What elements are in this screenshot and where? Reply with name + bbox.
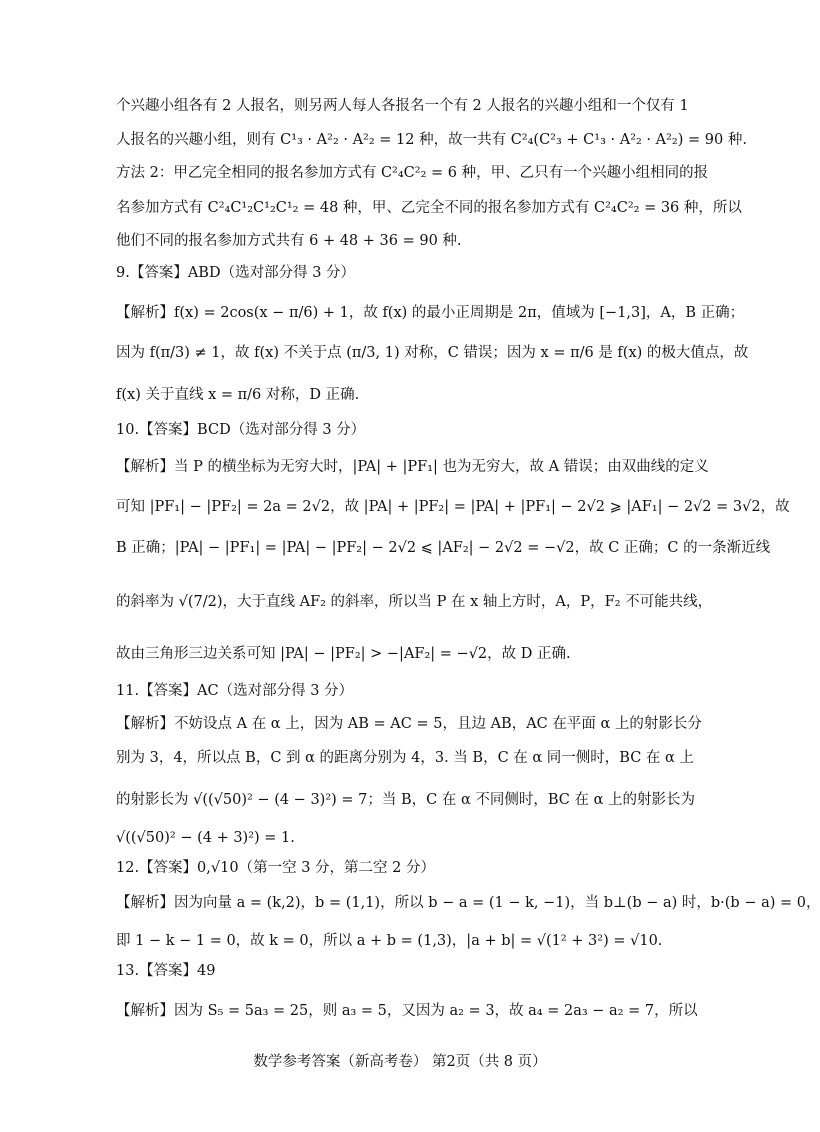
text-line: 【解析】因为 S₅ = 5a₃ = 25，则 a₃ = 5，又因为 a₂ = 3，故 a₄ = 2a₃ − a₂ = 7，所以: [116, 1003, 698, 1019]
text-line: B 正确；|PA| − |PF₁| = |PA| − |PF₂| − 2√2 ⩽ |AF₂| − 2√2 = −√2，故 C 正确；C 的一条渐近线: [116, 540, 771, 556]
text-line: 因为 f(π/3) ≠ 1，故 f(x) 不关于点 (π/3, 1) 对称，C 错误；因为 x = π/6 是 f(x) 的极大值点，故: [116, 345, 749, 361]
text-line: 别为 3，4，所以点 B，C 到 α 的距离分别为 4，3. 当 B，C 在 α 同一侧时，BC 在 α 上: [116, 750, 694, 766]
answer-heading: 12.【答案】0,√10（第一空 3 分，第二空 2 分）: [116, 860, 435, 876]
text-line: 【解析】当 P 的横坐标为无穷大时，|PA| + |PF₁| 也为无穷大，故 A 错误；由双曲线的定义: [116, 459, 709, 475]
text-line: 个兴趣小组各有 2 人报名，则另两人每人各报名一个有 2 人报名的兴趣小组和一个仅有 1: [116, 98, 689, 114]
text-line: 可知 |PF₁| − |PF₂| = 2a = 2√2，故 |PA| + |PF₂| = |PA| + |PF₁| − 2√2 ⩾ |AF₁| − 2√2 = 3√2，故: [116, 499, 790, 515]
text-line: 【解析】f(x) = 2cos(x − π/6) + 1，故 f(x) 的最小正周期是 2π，值域为 [−1,3]，A，B 正确；: [116, 305, 745, 321]
text-line: 人报名的兴趣小组，则有 C¹₃ · A²₂ · A²₂ = 12 种，故一共有 C²₄(C²₃ + C¹₃ · A²₂ · A²₂) = 90 种.: [116, 132, 747, 148]
text-line: 方法 2：甲乙完全相同的报名参加方式有 C²₄C²₂ = 6 种，甲、乙只有一个兴趣小组相同的报: [116, 165, 709, 181]
text-line: 【解析】不妨设点 A 在 α 上，因为 AB = AC = 5，且边 AB，AC 在平面 α 上的射影长分: [116, 716, 702, 732]
text-line: 他们不同的报名参加方式共有 6 + 48 + 36 = 90 种.: [116, 233, 462, 249]
text-line: √((√50)² − (4 + 3)²) = 1.: [116, 830, 295, 846]
text-line: 故由三角形三边关系可知 |PA| − |PF₂| > −|AF₂| = −√2，故 D 正确.: [116, 646, 571, 662]
answer-heading: 10.【答案】BCD（选对部分得 3 分）: [116, 422, 366, 438]
answer-heading: 13.【答案】49: [116, 963, 216, 979]
page-footer: 数学参考答案（新高考卷） 第2页（共 8 页）: [253, 1054, 547, 1070]
text-line: f(x) 关于直线 x = π/6 对称，D 正确.: [116, 387, 360, 403]
text-line: 【解析】因为向量 a = (k,2)，b = (1,1)，所以 b − a = (1 − k, −1)，当 b⊥(b − a) 时，b·(b − a) = 0，: [116, 895, 820, 911]
text-line: 即 1 − k − 1 = 0，故 k = 0，所以 a + b = (1,3)，|a + b| = √(1² + 3²) = √10.: [116, 933, 663, 949]
text-line: 的射影长为 √((√50)² − (4 − 3)²) = 7；当 B，C 在 α 不同侧时，BC 在 α 上的射影长为: [116, 792, 695, 808]
text-line: 的斜率为 √(7/2)，大于直线 AF₂ 的斜率，所以当 P 在 x 轴上方时，A，P，F₂ 不可能共线，: [116, 594, 713, 610]
answer-heading: 9.【答案】ABD（选对部分得 3 分）: [116, 265, 356, 281]
answer-heading: 11.【答案】AC（选对部分得 3 分）: [116, 683, 354, 699]
text-line: 名参加方式有 C²₄C¹₂C¹₂C¹₂ = 48 种，甲、乙完全不同的报名参加方式有 C²₄C²₂ = 36 种，所以: [116, 200, 742, 216]
